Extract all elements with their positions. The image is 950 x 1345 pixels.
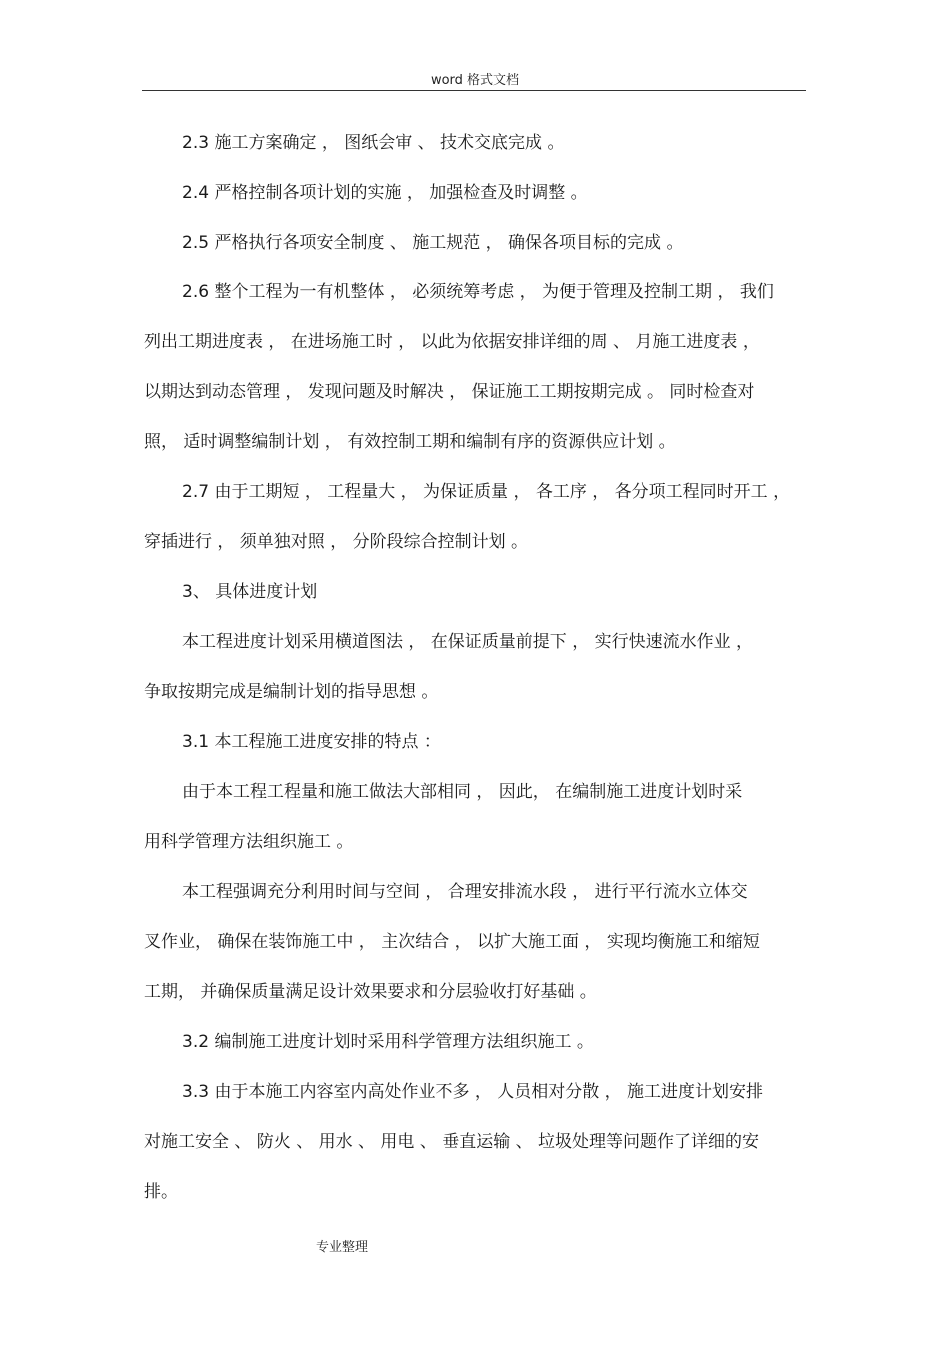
paragraph-line: 由于本工程工程量和施工做法大部相同 ， 因此， 在编制施工进度计划时采 <box>182 782 743 802</box>
paragraph-line: 穿插进行 ， 须单独对照 ， 分阶段综合控制计划 。 <box>144 532 529 552</box>
paragraph-line: 工期， 并确保质量满足设计效果要求和分层验收打好基础 。 <box>144 982 597 1002</box>
paragraph-line: 2.6 整个工程为一有机整体 ， 必须统筹考虑 ， 为便于管理及控制工期 ， 我们 <box>182 282 774 302</box>
paragraph-line: 用科学管理方法组织施工 。 <box>144 832 354 852</box>
paragraph-line: 列出工期进度表 ， 在进场施工时 ， 以此为依据安排详细的周 、 月施工进度表 ， <box>144 332 760 352</box>
paragraph-line: 以期达到动态管理 ， 发现问题及时解决 ， 保证施工工期按期完成 。 同时检查对 <box>144 382 755 402</box>
paragraph-line: 2.3 施工方案确定 ， 图纸会审 、 技术交底完成 。 <box>182 133 565 153</box>
paragraph-line: 排。 <box>144 1182 178 1202</box>
section-heading: 3、 具体进度计划 <box>182 582 318 602</box>
paragraph-line: 叉作业， 确保在装饰施工中 ， 主次结合 ， 以扩大施工面 ， 实现均衡施工和缩短 <box>144 932 760 952</box>
paragraph-line: 2.4 严格控制各项计划的实施 ， 加强检查及时调整 。 <box>182 183 588 203</box>
paragraph-line: 照， 适时调整编制计划 ， 有效控制工期和编制有序的资源供应计划 。 <box>144 432 676 452</box>
paragraph-line: 2.5 严格执行各项安全制度 、 施工规范 ， 确保各项目标的完成 。 <box>182 233 684 253</box>
paragraph-line: 3.2 编制施工进度计划时采用科学管理方法组织施工 。 <box>182 1032 594 1052</box>
page-header: word 格式文档 <box>430 73 520 88</box>
paragraph-line: 争取按期完成是编制计划的指导思想 。 <box>144 682 439 702</box>
paragraph-line: 本工程进度计划采用横道图法 ， 在保证质量前提下 ， 实行快速流水作业 ， <box>182 632 754 652</box>
paragraph-line: 3.3 由于本施工内容室内高处作业不多 ， 人员相对分散 ， 施工进度计划安排 <box>182 1082 764 1102</box>
page-footer: 专业整理 <box>316 1240 369 1255</box>
paragraph-line: 2.7 由于工期短 ， 工程量大 ， 为保证质量 ， 各工序 ， 各分项工程同时开工 ， <box>182 482 791 502</box>
paragraph-line: 本工程强调充分利用时间与空间 ， 合理安排流水段 ， 进行平行流水立体交 <box>182 882 748 902</box>
header-divider <box>142 90 806 91</box>
paragraph-line: 对施工安全 、 防火 、 用水 、 用电 、 垂直运输 、 垃圾处理等问题作了详细的安 <box>144 1132 760 1152</box>
subsection-heading: 3.1 本工程施工进度安排的特点 ： <box>182 732 441 752</box>
